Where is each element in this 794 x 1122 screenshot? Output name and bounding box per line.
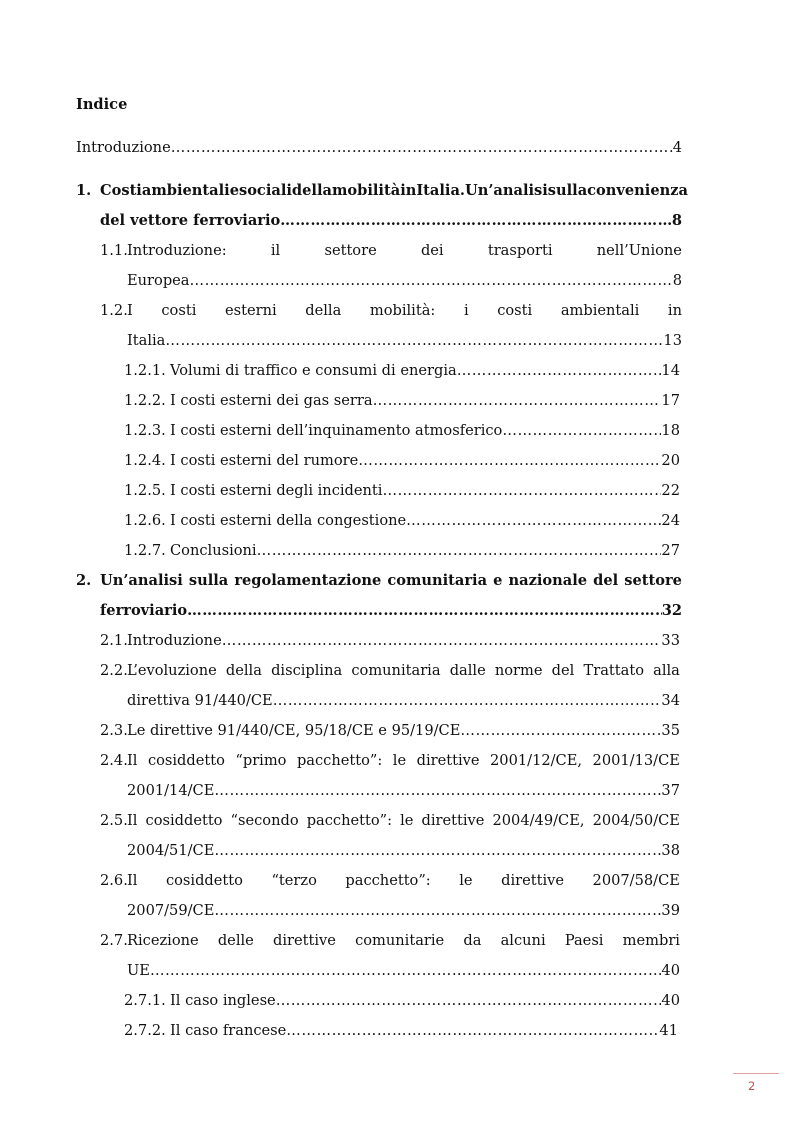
toc-page-number: 8: [671, 212, 682, 229]
toc-page-number: 35: [661, 722, 680, 739]
subsection-number: 1.2.1.: [124, 362, 166, 379]
dot-leader: [214, 901, 661, 921]
section-1-2-continuation[interactable]: Italia …………………………………………………………………………………………………………………………………………………………………………………………………………………… 13: [127, 331, 682, 351]
section-2-6-title-line[interactable]: Il cosiddetto “terzo pacchetto”: le direttive 2007/58/CE: [127, 872, 680, 889]
toc-heading: Indice: [76, 96, 128, 113]
dot-leader: [190, 271, 673, 291]
dot-leader: [460, 721, 661, 741]
toc-entry-subsection[interactable]: Volumi di traffico e consumi di energia …………………………………………………………………………………………………………………………………………………………………………………………………………………… 14: [170, 361, 680, 381]
toc-page-number: 33: [661, 632, 680, 649]
toc-entry-subsection[interactable]: Il caso inglese …………………………………………………………………………………………………………………………………………………………………………………………………………………… 40: [170, 991, 680, 1011]
section-number: 1.2.: [100, 302, 128, 319]
dot-leader: [382, 481, 661, 501]
chapter-number: 1.: [76, 182, 92, 199]
toc-page-number: 24: [661, 512, 680, 529]
subsection-number: 1.2.2.: [124, 392, 166, 409]
section-2-3[interactable]: Le direttive 91/440/CE, 95/18/CE e 95/19/CE …………………………………………………………………………………………………………………………………………………………………………………………………………………… 35: [127, 721, 680, 741]
toc-page-number: 39: [661, 902, 680, 919]
subsection-number: 2.7.1.: [124, 992, 166, 1009]
chapter-number: 2.: [76, 572, 92, 589]
section-2-4-title-line[interactable]: Il cosiddetto “primo pacchetto”: le direttive 2001/12/CE, 2001/13/CE: [127, 752, 680, 769]
section-2-1[interactable]: Introduzione …………………………………………………………………………………………………………………………………………………………………………………………………………………… 33: [127, 631, 680, 651]
dot-leader: [406, 511, 661, 531]
toc-entry-subsection[interactable]: I costi esterni del rumore …………………………………………………………………………………………………………………………………………………………………………………………………………………… 20: [170, 451, 680, 471]
dot-leader: [280, 211, 672, 231]
toc-page-number: 34: [661, 692, 680, 709]
section-2-6-continuation[interactable]: 2007/59/CE …………………………………………………………………………………………………………………………………………………………………………………………………………………… 39: [127, 901, 680, 921]
dot-leader: [373, 391, 662, 411]
dot-leader: [457, 361, 662, 381]
toc-entry-subsection[interactable]: Il caso francese …………………………………………………………………………………………………………………………………………………………………………………………………………………… 41: [170, 1021, 678, 1041]
dot-leader: [222, 631, 662, 651]
dot-leader: [502, 421, 661, 441]
subsection-number: 2.7.2.: [124, 1022, 166, 1039]
section-2-4-continuation[interactable]: 2001/14/CE …………………………………………………………………………………………………………………………………………………………………………………………………………………… 37: [127, 781, 680, 801]
toc-entry-introduzione[interactable]: [76, 138, 682, 158]
section-1-1-continuation[interactable]: Europea …………………………………………………………………………………………………………………………………………………………………………………………………………………… 8: [127, 271, 682, 291]
dot-leader: [286, 1021, 659, 1041]
section-number: 2.2.: [100, 662, 128, 679]
section-number: 2.3.: [100, 722, 128, 739]
section-number: 2.4.: [100, 752, 128, 769]
section-2-5-title-line[interactable]: Il cosiddetto “secondo pacchetto”: le direttive 2004/49/CE, 2004/50/CE: [127, 812, 680, 829]
section-2-7-continuation[interactable]: UE …………………………………………………………………………………………………………………………………………………………………………………………………………………… 40: [127, 961, 680, 981]
subsection-number: 1.2.6.: [124, 512, 166, 529]
section-2-2-continuation[interactable]: direttiva 91/440/CE …………………………………………………………………………………………………………………………………………………………………………………………………………………… 34: [127, 691, 680, 711]
dot-leader: [165, 331, 663, 351]
subsection-number: 1.2.3.: [124, 422, 166, 439]
section-number: 2.5.: [100, 812, 128, 829]
toc-page-number: 18: [661, 422, 680, 439]
toc-entry-subsection[interactable]: I costi esterni della congestione …………………………………………………………………………………………………………………………………………………………………………………………………………………… 24: [170, 511, 680, 531]
section-number: 2.1.: [100, 632, 128, 649]
section-number: 2.7.: [100, 932, 128, 949]
toc-page-number: 27: [661, 542, 680, 559]
toc-entry-title: Introduzione: [76, 139, 171, 156]
subsection-number: 1.2.5.: [124, 482, 166, 499]
toc-page-number: 40: [661, 962, 680, 979]
toc-entry-subsection[interactable]: I costi esterni dei gas serra …………………………………………………………………………………………………………………………………………………………………………………………………………………… 17: [170, 391, 680, 411]
section-2-7-title-line[interactable]: Ricezione delle direttive comunitarie da alcuni Paesi membri: [127, 932, 680, 949]
toc-page-number: 41: [659, 1022, 678, 1039]
dot-leader: [257, 541, 662, 561]
dot-leader: [276, 991, 662, 1011]
section-2-2-title-line[interactable]: L’evoluzione della disciplina comunitaria dalle norme del Trattato alla: [127, 662, 680, 679]
toc-page-number: 4: [672, 139, 682, 156]
subsection-number: 1.2.4.: [124, 452, 166, 469]
dot-leader: [150, 961, 661, 981]
dot-leader: [214, 781, 661, 801]
dot-leader: [171, 138, 673, 158]
toc-page-number: 17: [661, 392, 680, 409]
section-1-1-title-line[interactable]: Introduzione: il settore dei trasporti nell’Unione: [127, 242, 682, 259]
toc-page-number: 8: [672, 272, 682, 289]
toc-entry-subsection[interactable]: I costi esterni degli incidenti …………………………………………………………………………………………………………………………………………………………………………………………………………………… 22: [170, 481, 680, 501]
toc-page-number: 38: [661, 842, 680, 859]
toc-page-number: 22: [661, 482, 680, 499]
chapter-2-title-line[interactable]: Un’analisi sulla regolamentazione comunitaria e nazionale del settore: [100, 572, 682, 589]
toc-page-number: 14: [661, 362, 680, 379]
toc-page-number: 20: [661, 452, 680, 469]
toc-entry-subsection[interactable]: I costi esterni dell’inquinamento atmosferico …………………………………………………………………………………………………………………………………………………………………………………………………………………… 18: [170, 421, 680, 441]
chapter-2-title-continuation[interactable]: ferroviario …………………………………………………………………………………………………………………………………………………………………………………………………………………… 32: [100, 601, 682, 621]
toc-page-number: 37: [661, 782, 680, 799]
chapter-1-title-line[interactable]: Costi ambientali e sociali della mobilità in Italia. Un’analisi sulla convenienza: [100, 182, 688, 199]
subsection-number: 1.2.7.: [124, 542, 166, 559]
toc-page-number: 13: [663, 332, 682, 349]
section-2-5-continuation[interactable]: 2004/51/CE …………………………………………………………………………………………………………………………………………………………………………………………………………………… 38: [127, 841, 680, 861]
toc-page-number: 32: [661, 602, 682, 619]
dot-leader: [273, 691, 662, 711]
page-number: 2: [748, 1079, 756, 1093]
dot-leader: [187, 601, 662, 621]
section-number: 2.6.: [100, 872, 128, 889]
chapter-1-title-continuation[interactable]: del vettore ferroviario …………………………………………………………………………………………………………………………………………………………………………………………………………………… 8: [100, 211, 682, 231]
toc-page-number: 40: [661, 992, 680, 1009]
dot-leader: [214, 841, 661, 861]
footer-rule: [733, 1073, 779, 1074]
dot-leader: [358, 451, 661, 471]
section-1-2-title-line[interactable]: I costi esterni della mobilità: i costi ambientali in: [127, 302, 682, 319]
toc-entry-subsection[interactable]: Conclusioni …………………………………………………………………………………………………………………………………………………………………………………………………………………… 27: [170, 541, 680, 561]
section-number: 1.1.: [100, 242, 128, 259]
